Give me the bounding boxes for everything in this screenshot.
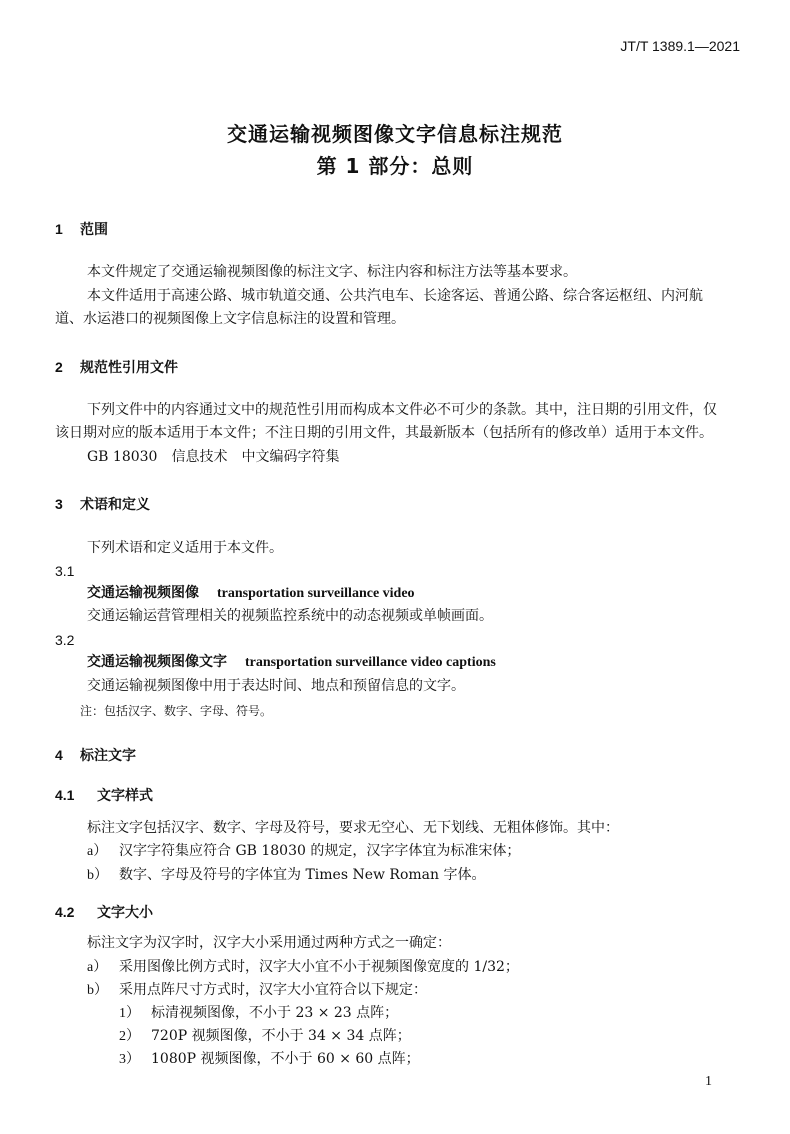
section-1-heading: [55, 219, 108, 239]
subsection-title: 文字样式: [97, 788, 153, 804]
document-title: 交通运输视频图像文字信息标注规范: [227, 122, 563, 146]
section-number: 2: [55, 359, 63, 375]
section-4-heading: [55, 745, 136, 765]
subsection-4-2-heading: [55, 902, 153, 922]
list-item: [87, 864, 486, 884]
paragraph: 道、水运港口的视频图像上文字信息标注的设置和管理。: [55, 311, 405, 327]
term-chinese: 交通运输视频图像: [87, 585, 199, 601]
list-item-text: 720P 视频图像，不小于 34 × 34 点阵；: [151, 1028, 411, 1044]
term-number: 3.2: [55, 632, 75, 648]
term-entry: [87, 582, 415, 605]
term-number: 3.1: [55, 563, 75, 579]
paragraph: 本文件适用于高速公路、城市轨道交通、公共汽电车、长途客运、普通公路、综合客运枢纽、内河航: [87, 288, 703, 304]
paragraph: 下列术语和定义适用于本文件。: [87, 540, 283, 556]
term-definition: 交通运输运营管理相关的视频监控系统中的动态视频或单帧画面。: [87, 608, 493, 624]
section-number: 3: [55, 496, 63, 512]
paragraph: 本文件规定了交通运输视频图像的标注文字、标注内容和标注方法等基本要求。: [87, 264, 577, 280]
list-marker: 2）: [119, 1029, 140, 1044]
list-marker: a）: [87, 844, 108, 859]
list-marker: b）: [87, 868, 108, 883]
section-title: 范围: [80, 222, 108, 238]
section-title: 规范性引用文件: [80, 360, 178, 376]
standard-code: JT/T 1389.1—2021: [620, 38, 740, 54]
paragraph: 该日期对应的版本适用于本文件；不注日期的引用文件，其最新版本（包括所有的修改单）适用于本文件。: [55, 425, 713, 441]
subsection-title: 文字大小: [97, 905, 153, 921]
list-item-text: 采用图像比例方式时，汉字大小宜不小于视频图像宽度的 1/32；: [119, 959, 519, 975]
term-english: transportation surveillance video captions: [245, 655, 496, 670]
page-number: 1: [705, 1074, 712, 1089]
subsection-4-1-heading: [55, 785, 153, 805]
subsection-number: 4.1: [55, 787, 75, 803]
list-item: [87, 979, 427, 999]
list-item-text: 数字、字母及符号的字体宜为 Times New Roman 字体。: [119, 867, 486, 883]
term-english: transportation surveillance video: [217, 586, 415, 601]
term-definition: 交通运输视频图像中用于表达时间、地点和预留信息的文字。: [87, 678, 465, 694]
paragraph: 下列文件中的内容通过文中的规范性引用而构成本文件必不可少的条款。其中，注日期的引用文件，仅: [87, 402, 717, 418]
section-title: 术语和定义: [80, 497, 150, 513]
list-marker: 3）: [119, 1052, 140, 1067]
sub-list-item: [119, 1048, 420, 1068]
term-entry: [87, 651, 496, 674]
list-marker: a）: [87, 960, 108, 975]
paragraph: 标注文字包括汉字、数字、字母及符号，要求无空心、无下划线、无粗体修饰。其中：: [87, 820, 619, 836]
subsection-number: 4.2: [55, 904, 75, 920]
section-title: 标注文字: [80, 748, 136, 764]
section-number: 4: [55, 747, 63, 763]
list-marker: b）: [87, 983, 108, 998]
list-item: [87, 956, 519, 976]
normative-reference: GB 18030 信息技术 中文编码字符集: [87, 449, 340, 465]
paragraph: 标注文字为汉字时，汉字大小采用通过两种方式之一确定：: [87, 935, 451, 951]
list-item-text: 标清视频图像，不小于 23 × 23 点阵；: [151, 1005, 399, 1021]
term-note: 注：包括汉字、数字、字母、符号。: [80, 704, 273, 718]
list-item-text: 采用点阵尺寸方式时，汉字大小宜符合以下规定：: [119, 982, 427, 998]
list-item-text: 汉字字符集应符合 GB 18030 的规定，汉字字体宜为标准宋体；: [119, 843, 521, 859]
section-2-heading: [55, 357, 178, 377]
term-chinese: 交通运输视频图像文字: [87, 654, 227, 670]
sub-list-item: [119, 1002, 398, 1022]
section-number: 1: [55, 221, 63, 237]
sub-list-item: [119, 1025, 411, 1045]
list-item-text: 1080P 视频图像，不小于 60 × 60 点阵；: [151, 1051, 420, 1067]
list-marker: 1）: [119, 1006, 140, 1021]
list-item: [87, 840, 520, 860]
section-3-heading: [55, 494, 150, 514]
document-subtitle: 第 1 部分：总则: [316, 154, 474, 178]
